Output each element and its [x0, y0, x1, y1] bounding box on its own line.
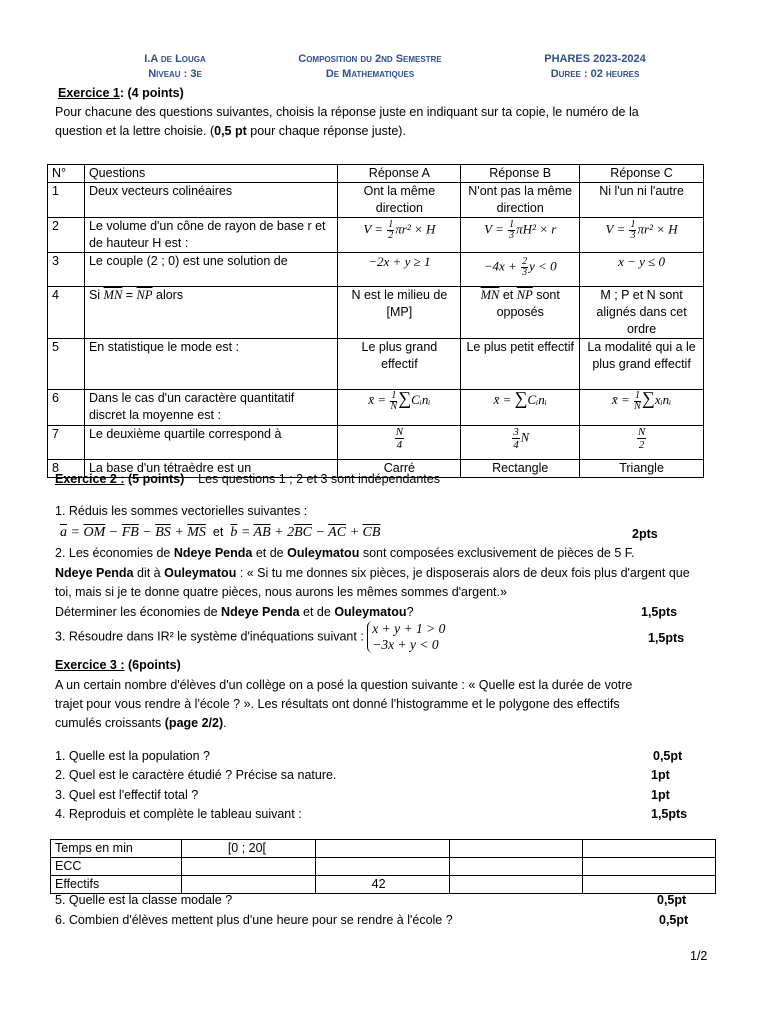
- ex3-heading: [55, 656, 181, 675]
- row-number: 3: [48, 253, 85, 287]
- table-cell: [449, 840, 583, 858]
- answer-a: x̄ = $\frac{1}{N}$ ∑Cᵢnᵢ: [338, 390, 461, 426]
- ex2-q2-line3: toi, mais si je te donne quatre pièces, nous aurons les mêmes sommes d'argent.»: [55, 585, 507, 599]
- row-number: 1: [48, 183, 85, 218]
- th-questions: Questions: [84, 165, 338, 183]
- row-number: 2: [48, 218, 85, 253]
- mcq-table: [47, 164, 704, 478]
- table-cell: [583, 858, 716, 876]
- th-answer-b: Réponse B: [461, 165, 580, 183]
- page-number: 1/2: [690, 949, 708, 963]
- level: Niveau : 3e: [148, 68, 202, 80]
- text: .: [223, 716, 227, 730]
- ex2-q3: [55, 621, 445, 653]
- ex1-heading: [58, 84, 184, 103]
- name-ouleymatou: Ouleymatou: [164, 566, 237, 580]
- answer-b: −4x + $\frac{2}{3}$ y < 0: [461, 253, 580, 287]
- ex2-heading: [55, 470, 440, 489]
- ex3-q1-points: 0,5pt: [653, 749, 683, 763]
- inequality-system: [367, 621, 445, 653]
- answer-c: La modalité qui a le plus grand effectif: [580, 339, 704, 390]
- ex1-points: : (4 points): [119, 86, 184, 100]
- answer-c: V = $\frac{1}{3}$ πr² × H: [580, 218, 704, 253]
- ex3-q3-points: 1pt: [651, 788, 670, 802]
- ex3-intro-3: [55, 714, 227, 733]
- text: ?: [406, 605, 414, 619]
- answer-b: Le plus petit effectif: [461, 339, 580, 390]
- answer-a: Ont la même direction: [338, 183, 461, 218]
- row-question: Le deuxième quartile correspond à: [84, 426, 338, 460]
- answer-b: N'ont pas la même direction: [461, 183, 580, 218]
- answer-b: $\frac{3}{4}$ N: [461, 426, 580, 460]
- ex2-q3-points: 1,5pts: [648, 631, 685, 645]
- ex1-instr-2: [55, 122, 406, 141]
- answer-c: Ni l'un ni l'autre: [580, 183, 704, 218]
- row-label-ecc: ECC: [51, 858, 182, 876]
- ex3-q1: 1. Quelle est la population ?: [55, 749, 210, 763]
- text: 3. Résoudre dans IR² le système d'inéquations suivant :: [55, 629, 364, 644]
- answer-a: N est le milieu de [MP]: [338, 287, 461, 339]
- ex2-independent: Les questions 1 ; 2 et 3 sont indépendantes: [198, 472, 440, 486]
- ex3-q5-points: 0,5pt: [657, 893, 687, 907]
- table-row: [48, 183, 704, 218]
- text: : « Si tu me donnes six pièces, je disposerais alors de deux fois plus d'argent que: [236, 566, 690, 580]
- text: 2. Les économies de: [55, 546, 174, 560]
- answer-c: x − y ≤ 0: [580, 253, 704, 287]
- answer-b: $\overline{MN}$ et $\overline{NP}$ sont opposés: [461, 287, 580, 339]
- text: et de: [252, 546, 288, 560]
- table-cell: [449, 858, 583, 876]
- answer-b: V = $\frac{1}{3}$ πH² × r: [461, 218, 580, 253]
- table-cell: [181, 858, 315, 876]
- answer-c: $\frac{N}{2}$: [580, 426, 704, 460]
- academy: I.A de Louga: [144, 53, 206, 65]
- answer-a: $\frac{N}{4}$: [338, 426, 461, 460]
- instr-part: pour chaque réponse juste).: [246, 124, 406, 138]
- school-year: PHARES 2023-2024: [544, 53, 646, 65]
- ex2-q2-line1: [55, 544, 635, 563]
- row-label-time: Temps en min: [51, 840, 182, 858]
- table-row: [48, 390, 704, 426]
- name-ndeye-penda: Ndeye Penda: [55, 566, 134, 580]
- instr-part: question et la lettre choisie. (: [55, 124, 215, 138]
- ex3-q6: 6. Combien d'élèves mettent plus d'une heure pour se rendre à l'école ?: [55, 913, 453, 927]
- ex3-title: Exercice 3 :: [55, 658, 125, 672]
- table-row: [51, 858, 716, 876]
- inequality-1: x + y + 1 > 0: [372, 621, 446, 636]
- answer-b: x̄ = ∑Cᵢnᵢ: [461, 390, 580, 426]
- ex3-intro-2: trajet pour vous rendre à l'école ? ». Les résultats ont donné l'histogramme et le polygone des effectifs: [55, 697, 620, 711]
- th-answer-a: Réponse A: [338, 165, 461, 183]
- text: Déterminer les économies de: [55, 605, 222, 619]
- text: et de: [299, 605, 335, 619]
- name-ndeye-penda: Ndeye Penda: [221, 605, 300, 619]
- name-ouleymatou: Ouleymatou: [334, 605, 407, 619]
- table-cell: [583, 840, 716, 858]
- table-header-row: [48, 165, 704, 183]
- row-number: 6: [48, 390, 85, 426]
- row-question: Deux vecteurs colinéaires: [84, 183, 338, 218]
- class-0-20: [0 ; 20[: [181, 840, 315, 858]
- text: cumulés croissants: [55, 716, 165, 730]
- effectif-value: 42: [315, 876, 449, 894]
- row-label-effectifs: Effectifs: [51, 876, 182, 894]
- row-question: La base d'un tétraèdre est un: [84, 460, 338, 478]
- row-number: 4: [48, 287, 85, 339]
- table-row: [48, 287, 704, 339]
- ex3-q2-points: 1pt: [651, 768, 670, 782]
- text: dit à: [133, 566, 165, 580]
- subject: De Mathematiques: [325, 68, 415, 80]
- row-question: Si $\overline{MN} = \overline{NP}$ alors: [84, 287, 338, 339]
- ex3-intro-1: A un certain nombre d'élèves d'un collège on a posé la question suivante : « Quelle est la durée de votre: [55, 678, 633, 692]
- row-question: Le volume d'un cône de rayon de base r et de hauteur H est :: [84, 218, 338, 253]
- ex2-q2-line2: [55, 564, 690, 583]
- header-right: [520, 52, 670, 82]
- ex2-q1: 1. Réduis les sommes vectorielles suivantes :: [55, 504, 308, 518]
- frequency-table: [50, 839, 716, 894]
- ex3-q4-points: 1,5pts: [651, 807, 688, 821]
- th-answer-c: Réponse C: [580, 165, 704, 183]
- answer-a: Le plus grand effectif: [338, 339, 461, 390]
- ex1-instr-1: Pour chacune des questions suivantes, choisis la réponse juste en indiquant sur ta copie, le numéro de la: [55, 105, 639, 119]
- ex2-title: Exercice 2 :: [55, 472, 125, 486]
- answer-a: V = $\frac{1}{2}$ πr² × H: [338, 218, 461, 253]
- ex2-points: (5 points): [127, 472, 185, 486]
- name-ndeye-penda: Ndeye Penda: [173, 546, 253, 560]
- ex3-q5: 5. Quelle est la classe modale ?: [55, 893, 233, 907]
- row-number: 7: [48, 426, 85, 460]
- table-cell: [315, 840, 449, 858]
- ex2-q2-points: 1,5pts: [641, 605, 678, 619]
- answer-c: Triangle: [580, 460, 704, 478]
- table-cell: [449, 876, 583, 894]
- table-row: [48, 339, 704, 390]
- page-ref: (page 2/2): [164, 716, 224, 730]
- row-question: Dans le cas d'un caractère quantitatif discret la moyenne est :: [84, 390, 338, 426]
- row-number: 8: [48, 460, 85, 478]
- table-row: [48, 218, 704, 253]
- table-row: [48, 253, 704, 287]
- table-row: [51, 840, 716, 858]
- ex3-q6-points: 0,5pt: [659, 913, 689, 927]
- exam-title: Composition du 2nd Semestre: [298, 53, 442, 65]
- ex3-points: (6points): [127, 658, 181, 672]
- name-ouleymatou: Ouleymatou: [287, 546, 360, 560]
- inequality-2: −3x + y < 0: [372, 637, 439, 652]
- text: sont composées exclusivement de pièces de 5 F.: [359, 546, 635, 560]
- answer-c: x̄ = $\frac{1}{N}$ ∑xᵢnᵢ: [580, 390, 704, 426]
- table-cell: [583, 876, 716, 894]
- table-row: [48, 426, 704, 460]
- answer-a: −2x + y ≥ 1: [338, 253, 461, 287]
- answer-b: Rectangle: [461, 460, 580, 478]
- ex1-title: Exercice 1: [58, 86, 120, 100]
- header-left: [110, 52, 240, 82]
- instr-points: 0,5 pt: [214, 124, 247, 138]
- header-middle: [270, 52, 470, 82]
- th-number: N°: [48, 165, 85, 183]
- ex3-q2: 2. Quel est le caractère étudié ? Précise sa nature.: [55, 768, 337, 782]
- ex3-q3: 3. Quel est l'effectif total ?: [55, 788, 199, 802]
- row-question: Le couple (2 ; 0) est une solution de: [84, 253, 338, 287]
- ex3-q4: 4. Reproduis et complète le tableau suivant :: [55, 807, 302, 821]
- answer-c: M ; P et N sont alignés dans cet ordre: [580, 287, 704, 339]
- ex2-q1-expression: $\overline{a} = \overline{OM} - \overline{FB} - \overline{BS} + \overline{MS}$ et $\overline{b} = \overline{AB} + 2\overline{BC} - \overline{AC} + \overline{CB}$: [60, 525, 381, 540]
- table-cell: [315, 858, 449, 876]
- duration: Duree : 02 heures: [550, 68, 640, 80]
- row-number: 5: [48, 339, 85, 390]
- ex2-q1-points: 2pts: [632, 527, 658, 541]
- row-question: En statistique le mode est :: [84, 339, 338, 390]
- ex2-q2-line4: [55, 603, 414, 622]
- answer-a: Carré: [338, 460, 461, 478]
